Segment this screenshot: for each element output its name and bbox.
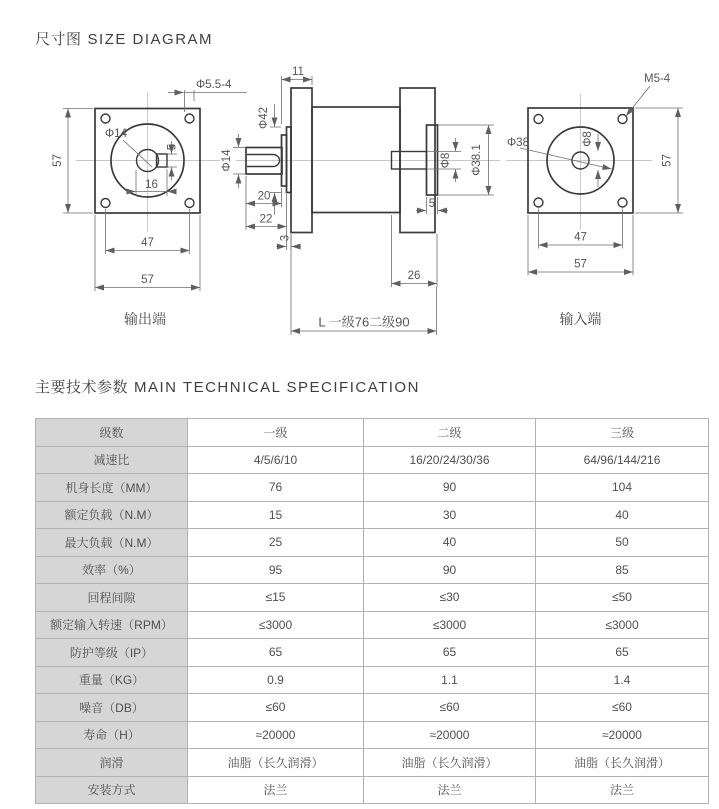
dim-output-key-height: 5 — [166, 143, 179, 151]
dim-output-height: 57 — [52, 154, 64, 167]
spec-cell: 油脂（长久润滑） — [364, 749, 536, 777]
spec-cell: 法兰 — [364, 776, 536, 804]
spec-row-label: 润滑 — [36, 749, 188, 777]
spec-row-efficiency — [36, 556, 709, 584]
spec-cell: 4/5/6/10 — [188, 446, 364, 474]
dim-side-step: 3 — [279, 234, 292, 242]
spec-cell: ≤3000 — [364, 611, 536, 639]
spec-cell: ≤60 — [536, 694, 709, 722]
spec-cell: 油脂（长久润滑） — [536, 749, 709, 777]
spec-cell: 0.9 — [188, 666, 364, 694]
spec-row-noise — [36, 694, 709, 722]
spec-row-protection — [36, 639, 709, 667]
dim-input-height: 57 — [661, 154, 674, 167]
output-end-dimensions — [52, 79, 247, 291]
dim-output-shaft: Φ14 — [105, 128, 127, 140]
spec-row-lubrication — [36, 749, 709, 777]
spec-cell: ≈20000 — [364, 721, 536, 749]
spec-cell: 50 — [536, 529, 709, 557]
output-end-view — [52, 79, 247, 327]
dim-input-bore: Φ8 — [582, 131, 594, 147]
dim-output-width: 57 — [141, 274, 154, 286]
spec-row-lifespan — [36, 721, 709, 749]
spec-cell: ≈20000 — [536, 721, 709, 749]
spec-title-en: MAIN TECHNICAL SPECIFICATION — [134, 379, 420, 396]
spec-cell: 法兰 — [188, 776, 364, 804]
spec-cell: 法兰 — [536, 776, 709, 804]
input-end-view — [506, 73, 683, 327]
size-diagram-drawing — [0, 0, 719, 348]
spec-cell: 15 — [188, 501, 364, 529]
spec-row-label: 安装方式 — [36, 776, 188, 804]
spec-table — [35, 418, 709, 804]
spec-cell: 65 — [364, 639, 536, 667]
output-end-centerlines — [76, 92, 220, 232]
input-end-caption: 输入端 — [559, 311, 602, 327]
dim-side-boss-dia: Φ38.1 — [471, 144, 483, 176]
spec-cell: 85 — [536, 556, 709, 584]
side-view — [221, 66, 500, 335]
spec-row-label: 减速比 — [36, 446, 188, 474]
dim-side-shaft-step-len: 22 — [259, 213, 273, 226]
spec-cell: 104 — [536, 474, 709, 502]
spec-header-stage1: 一级 — [188, 419, 364, 447]
spec-cell: ≤60 — [364, 694, 536, 722]
spec-row-label: 最大负载（N.M） — [36, 529, 188, 557]
dim-side-boss-len: 5 — [428, 198, 436, 210]
spec-cell: ≤60 — [188, 694, 364, 722]
spec-cell: ≤3000 — [536, 611, 709, 639]
spec-row-label: 额定负载（N.M） — [36, 501, 188, 529]
spec-row-rated-load — [36, 501, 709, 529]
spec-cell: 65 — [188, 639, 364, 667]
spec-row-max-load — [36, 529, 709, 557]
spec-row-label: 重量（KG） — [36, 666, 188, 694]
spec-title-zh: 主要技术参数 — [35, 379, 129, 396]
spec-cell: ≤15 — [188, 584, 364, 612]
spec-row-weight — [36, 666, 709, 694]
dim-side-flange-width: 11 — [292, 66, 304, 78]
spec-row-label: 效率（%） — [36, 556, 188, 584]
dim-side-collar: Φ42 — [258, 107, 270, 129]
spec-row-label: 额定输入转速（RPM） — [36, 611, 188, 639]
spec-row-backlash — [36, 584, 709, 612]
spec-cell: 65 — [536, 639, 709, 667]
spec-row-label: 回程间隙 — [36, 584, 188, 612]
spec-cell: 64/96/144/216 — [536, 446, 709, 474]
spec-cell: 30 — [364, 501, 536, 529]
spec-cell: ≤50 — [536, 584, 709, 612]
spec-header-row — [36, 419, 709, 447]
dim-side-shaft-len: 20 — [257, 190, 271, 203]
dim-input-holes: M5-4 — [644, 73, 671, 85]
spec-title — [35, 376, 420, 397]
dim-side-input-depth: 26 — [407, 270, 421, 282]
input-end-dimensions — [507, 73, 683, 276]
spec-cell: 90 — [364, 474, 536, 502]
dim-output-bolt-spacing: 47 — [141, 237, 154, 249]
spec-row-body-length — [36, 474, 709, 502]
dim-output-holes: Φ5.5-4 — [196, 79, 232, 91]
spec-row-input-speed — [36, 611, 709, 639]
spec-cell: 90 — [364, 556, 536, 584]
spec-row-ratio — [36, 446, 709, 474]
spec-header-label: 级数 — [36, 419, 188, 447]
spec-cell: ≤3000 — [188, 611, 364, 639]
size-diagram-title-en: SIZE DIAGRAM — [87, 31, 214, 48]
dim-side-bore: Φ8 — [440, 152, 452, 169]
spec-cell: 25 — [188, 529, 364, 557]
dim-input-pilot: Φ38 — [507, 137, 529, 149]
dim-input-width: 57 — [574, 258, 587, 271]
spec-cell: 40 — [536, 501, 709, 529]
spec-cell: 76 — [188, 474, 364, 502]
spec-row-mounting — [36, 776, 709, 804]
spec-cell: ≈20000 — [188, 721, 364, 749]
spec-row-label: 噪音（DB） — [36, 694, 188, 722]
spec-cell: ≤30 — [364, 584, 536, 612]
output-end-caption: 输出端 — [124, 311, 166, 327]
spec-header-stage2: 二级 — [364, 419, 536, 447]
dim-side-shaft: Φ14 — [221, 149, 233, 172]
spec-row-label: 防护等级（IP） — [36, 639, 188, 667]
spec-cell: 95 — [188, 556, 364, 584]
spec-cell: 16/20/24/30/36 — [364, 446, 536, 474]
spec-cell: 油脂（长久润滑） — [188, 749, 364, 777]
spec-header-stage3: 三级 — [536, 419, 709, 447]
spec-row-label: 寿命（H） — [36, 721, 188, 749]
dim-side-total-length: L 一级76二级90 — [318, 314, 410, 330]
dim-output-key-width: 16 — [145, 179, 158, 191]
spec-cell: 1.1 — [364, 666, 536, 694]
size-diagram-title-zh: 尺寸图 — [35, 31, 82, 48]
spec-cell: 1.4 — [536, 666, 709, 694]
spec-row-label: 机身长度（MM） — [36, 474, 188, 502]
dim-input-bolt-spacing: 47 — [574, 231, 587, 244]
spec-cell: 40 — [364, 529, 536, 557]
